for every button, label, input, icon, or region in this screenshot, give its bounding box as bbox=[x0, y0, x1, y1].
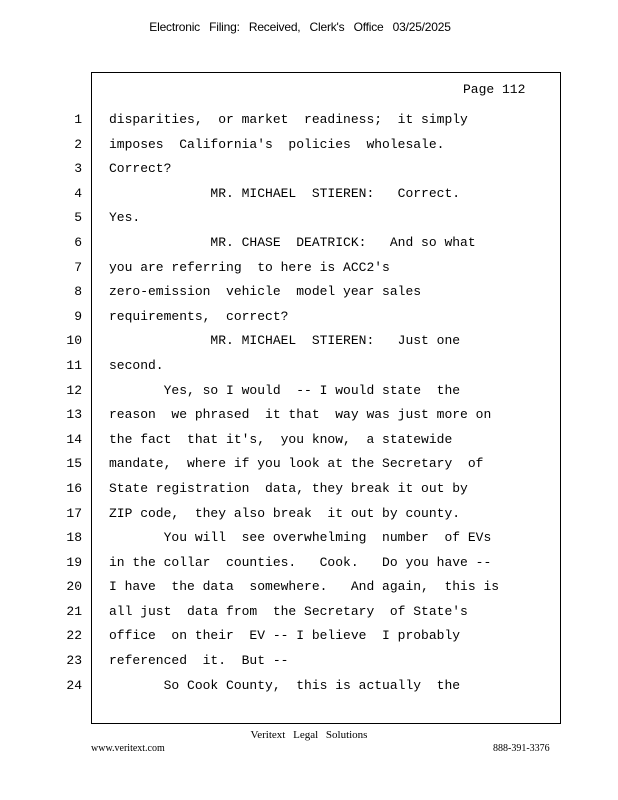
line-number: 9 bbox=[74, 308, 82, 324]
transcript-line bbox=[0, 133, 618, 158]
line-text: Yes, so I would -- I would state the bbox=[109, 382, 461, 398]
transcript-line bbox=[0, 452, 618, 477]
transcript-line bbox=[0, 157, 618, 182]
line-text: disparities, or market readiness; it simply bbox=[109, 112, 468, 127]
line-text: Yes. bbox=[109, 210, 141, 226]
line-number: 12 bbox=[66, 382, 82, 398]
line-text: mandate, where if you look at the Secretary of bbox=[109, 456, 484, 472]
line-number: 1 bbox=[74, 112, 82, 127]
line-number: 8 bbox=[74, 284, 82, 300]
line-text: MR. CHASE DEATRICK: And so what bbox=[109, 234, 476, 250]
line-number: 15 bbox=[66, 456, 82, 472]
transcript-line bbox=[0, 206, 618, 231]
transcript-line bbox=[0, 231, 618, 256]
line-number: 23 bbox=[66, 653, 82, 669]
line-text: Correct? bbox=[109, 161, 172, 177]
line-number: 10 bbox=[66, 333, 82, 349]
transcript-line bbox=[0, 108, 618, 133]
footer-website: www.veritext.com bbox=[91, 743, 165, 754]
line-number: 3 bbox=[74, 161, 82, 177]
line-number: 11 bbox=[66, 357, 82, 373]
line-number: 17 bbox=[66, 505, 82, 521]
transcript-lines bbox=[0, 108, 618, 698]
line-number: 7 bbox=[74, 259, 82, 275]
transcript-line bbox=[0, 674, 618, 699]
line-text: State registration data, they break it out by bbox=[109, 480, 468, 496]
transcript-line bbox=[0, 477, 618, 502]
transcript-line bbox=[0, 624, 618, 649]
line-number: 21 bbox=[66, 603, 82, 619]
filing-header: Electronic Filing: Received, Clerk's Office 03/25/2025 bbox=[149, 20, 451, 34]
line-text: in the collar counties. Cook. Do you have -- bbox=[109, 554, 492, 570]
line-text: You will see overwhelming number of EVs bbox=[109, 530, 492, 546]
line-text: the fact that it's, you know, a statewide bbox=[109, 431, 453, 447]
line-number: 2 bbox=[74, 136, 82, 152]
line-number: 16 bbox=[66, 480, 82, 496]
footer-phone: 888-391-3376 bbox=[493, 743, 550, 754]
line-text: all just data from the Secretary of State's bbox=[109, 603, 468, 619]
line-number: 6 bbox=[74, 234, 82, 250]
transcript-line bbox=[0, 354, 618, 379]
line-text: zero-emission vehicle model year sales bbox=[109, 284, 422, 300]
line-number: 13 bbox=[66, 407, 82, 423]
transcript-line bbox=[0, 403, 618, 428]
line-text: you are referring to here is ACC2's bbox=[109, 259, 390, 275]
transcript-line bbox=[0, 256, 618, 281]
line-text: imposes California's policies wholesale. bbox=[109, 136, 445, 152]
transcript-line bbox=[0, 428, 618, 453]
transcript-line bbox=[0, 526, 618, 551]
transcript-line bbox=[0, 575, 618, 600]
line-text: I have the data somewhere. And again, this is bbox=[109, 579, 500, 595]
transcript-line bbox=[0, 329, 618, 354]
line-number: 20 bbox=[66, 579, 82, 595]
line-number: 4 bbox=[74, 185, 82, 201]
line-number: 5 bbox=[74, 210, 82, 226]
line-text: MR. MICHAEL STIEREN: Correct. bbox=[109, 185, 461, 201]
transcript-line bbox=[0, 600, 618, 625]
transcript-line bbox=[0, 305, 618, 330]
line-number: 19 bbox=[66, 554, 82, 570]
line-number: 18 bbox=[66, 530, 82, 546]
line-number: 24 bbox=[66, 677, 82, 693]
transcript-line bbox=[0, 280, 618, 305]
transcript-line bbox=[0, 551, 618, 576]
transcript-line bbox=[0, 502, 618, 527]
footer-company: Veritext Legal Solutions bbox=[250, 729, 368, 741]
line-text: second. bbox=[109, 357, 164, 373]
line-text: ZIP code, they also break it out by county. bbox=[109, 505, 461, 521]
line-text: requirements, correct? bbox=[109, 308, 289, 324]
line-number: 14 bbox=[66, 431, 82, 447]
line-text: MR. MICHAEL STIEREN: Just one bbox=[109, 333, 461, 349]
line-text: referenced it. But -- bbox=[109, 653, 289, 669]
transcript-line bbox=[0, 649, 618, 674]
line-number: 22 bbox=[66, 628, 82, 644]
line-text: So Cook County, this is actually the bbox=[109, 677, 461, 693]
transcript-line bbox=[0, 182, 618, 207]
page-number: Page 112 bbox=[463, 82, 526, 97]
transcript-line bbox=[0, 379, 618, 404]
line-text: reason we phrased it that way was just more on bbox=[109, 407, 492, 423]
line-text: office on their EV -- I believe I probably bbox=[109, 628, 461, 644]
